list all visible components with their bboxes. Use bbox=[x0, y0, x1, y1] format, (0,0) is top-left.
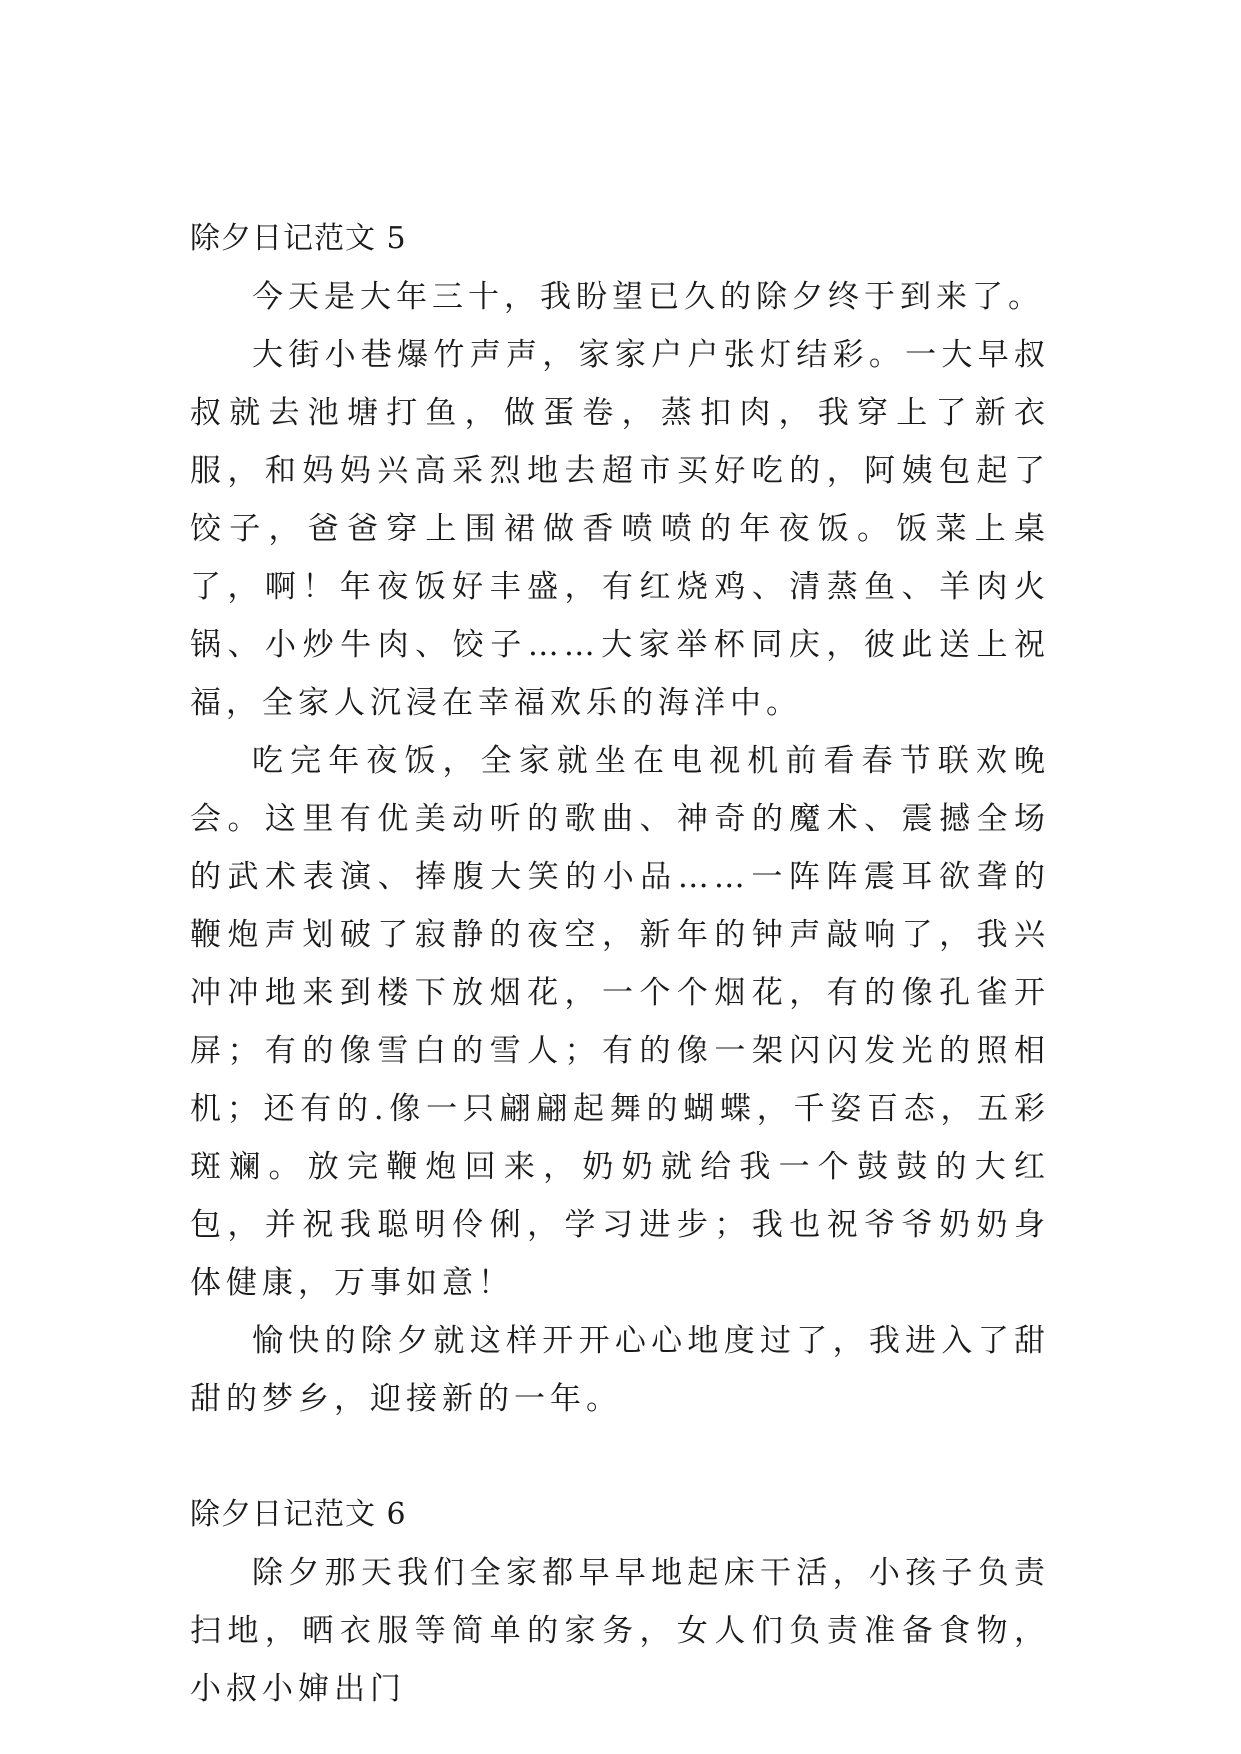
paragraph: 吃完年夜饭，全家就坐在电视机前看春节联欢晚会。这里有优美动听的歌曲、神奇的魔术、震撼全场的武术表演、捧腹大笑的小品……一阵阵震耳欲聋的鞭炮声划破了寂静的夜空，新年的钟声敲响了，我兴冲冲地来到楼下放烟花，一个个烟花，有的像孔雀开屏；有的像雪白的雪人；有的像一架闪闪发光的照相机；还有的.像一只翩翩起舞的蝴蝶，千姿百态，五彩斑斓。放完鞭炮回来，奶奶就给我一个鼓鼓的大红包，并祝我聪明伶俐，学习进步；我也祝爷爷奶奶身体健康，万事如意！ bbox=[190, 743, 1050, 1301]
paragraph: 今天是大年三十，我盼望已久的除夕终于到来了。 bbox=[252, 279, 1044, 315]
paragraph: 愉快的除夕就这样开开心心地度过了，我进入了甜甜的梦乡，迎接新的一年。 bbox=[190, 1323, 1050, 1417]
paragraph: 除夕那天我们全家都早早地起床干活，小孩子负责扫地，晒衣服等简单的家务，女人们负责准备食物，小叔小婶出门 bbox=[190, 1555, 1050, 1707]
section-title: 除夕日记范文 5 bbox=[190, 221, 407, 256]
section-title: 除夕日记范文 6 bbox=[190, 1497, 407, 1532]
paragraph: 大街小巷爆竹声声，家家户户张灯结彩。一大早叔叔就去池塘打鱼，做蛋卷，蒸扣肉，我穿上了新衣服，和妈妈兴高采烈地去超市买好吃的，阿姨包起了饺子，爸爸穿上围裙做香喷喷的年夜饭。饭菜上桌了，啊！年夜饭好丰盛，有红烧鸡、清蒸鱼、羊肉火锅、小炒牛肉、饺子……大家举杯同庆，彼此送上祝福，全家人沉浸在幸福欢乐的海洋中。 bbox=[190, 337, 1050, 721]
section-spacer bbox=[190, 1428, 1050, 1486]
document-body bbox=[190, 210, 1050, 1718]
